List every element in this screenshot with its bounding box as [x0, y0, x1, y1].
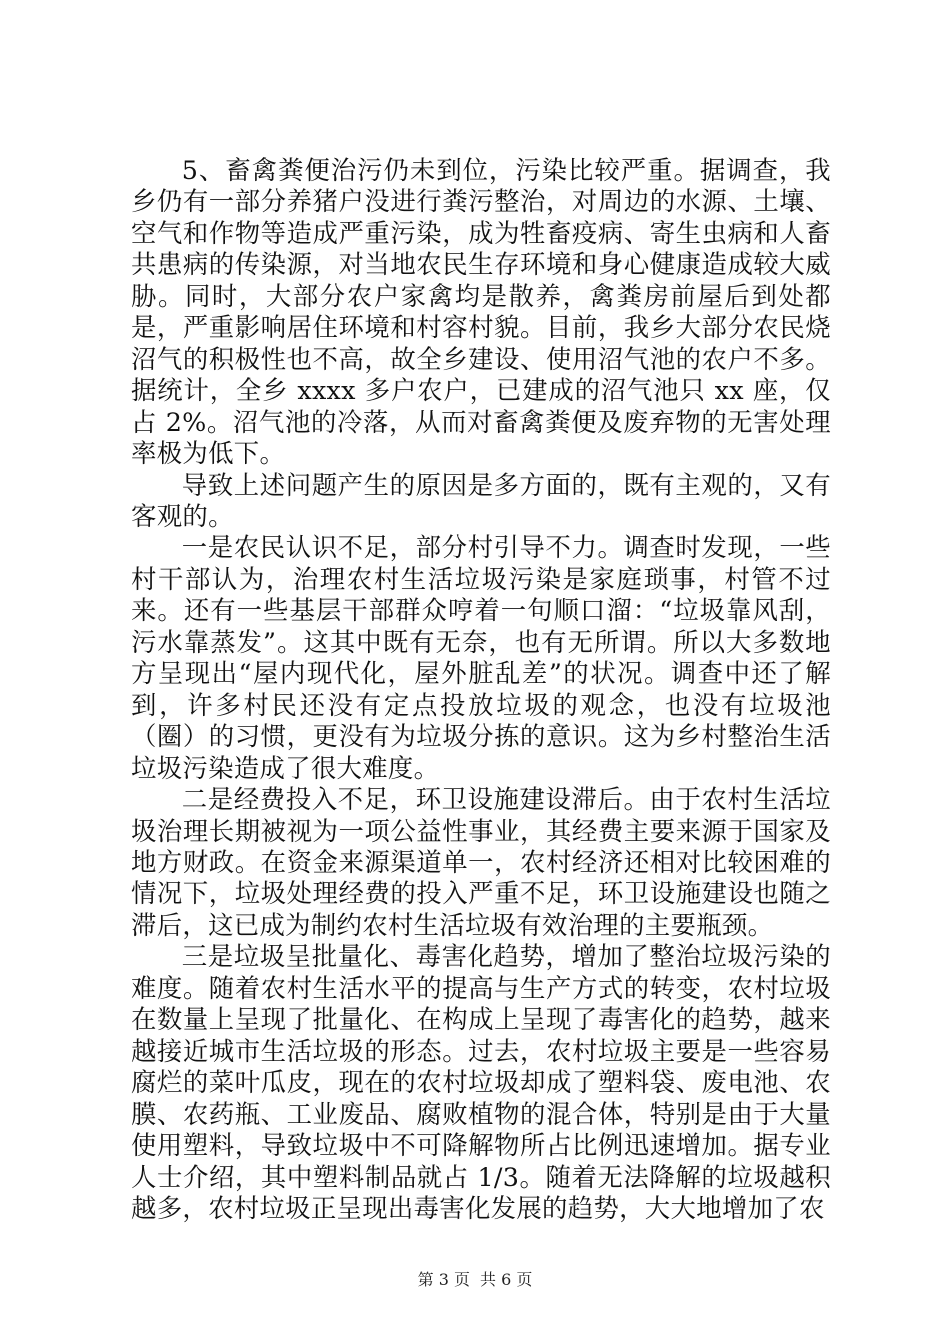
page-total: 共 6 页: [480, 1270, 533, 1289]
page-footer: [0, 1267, 950, 1290]
paragraph-livestock-pollution: 5、畜禽粪便治污仍未到位，污染比较严重。据调查，我乡仍有一部分养猪户没进行粪污整治，对周边的水源、土壤、空气和作物等造成严重污染，成为牲畜疫病、寄生虫病和人畜共患病的传染源，对当地农民生存环境和身心健康造成较大威胁。同时，大部分农户家禽均是散养，禽粪房前屋后到处都是，严重影响居住环境和村容村貌。目前，我乡大部分农民烧沼气的积极性也不高，故全乡建设、使用沼气池的农户不多。据统计，全乡 xxxx 多户农户，已建成的沼气池只 xx 座，仅占 2%。沼气池的冷落，从而对畜禽粪便及废弃物的无害处理率极为低下。: [131, 155, 831, 469]
paragraph-cause-toxic-trend: 三是垃圾呈批量化、毒害化趋势，增加了整治垃圾污染的难度。随着农村生活水平的提高与生产方式的转变，农村垃圾在数量上呈现了批量化、在构成上呈现了毒害化的趋势，越来越接近城市生活垃圾的形态。过去，农村垃圾主要是一些容易腐烂的菜叶瓜皮，现在的农村垃圾却成了塑料袋、废电池、农膜、农药瓶、工业废品、腐败植物的混合体，特别是由于大量使用塑料，导致垃圾中不可降解物所占比例迅速增加。据专业人士介绍，其中塑料制品就占 1/3。随着无法降解的垃圾越积越多，农村垃圾正呈现出毒害化发展的趋势，大大地增加了农: [131, 941, 831, 1223]
page-number: 第 3 页: [417, 1270, 470, 1289]
document-body: [131, 155, 831, 1224]
paragraph-cause-funding: 二是经费投入不足，环卫设施建设滞后。由于农村生活垃圾治理长期被视为一项公益性事业，其经费主要来源于国家及地方财政。在资金来源渠道单一，农村经济还相对比较困难的情况下，垃圾处理经费的投入严重不足，环卫设施建设也随之滞后，这已成为制约农村生活垃圾有效治理的主要瓶颈。: [131, 784, 831, 940]
paragraph-causes-intro: 导致上述问题产生的原因是多方面的，既有主观的，又有客观的。: [131, 469, 831, 531]
paragraph-cause-awareness: 一是农民认识不足，部分村引导不力。调查时发现，一些村干部认为，治理农村生活垃圾污染是家庭琐事，村管不过来。还有一些基层干部群众哼着一句顺口溜：“垃圾靠风刮，污水靠蒸发”。这其中既有无奈，也有无所谓。所以大多数地方呈现出“屋内现代化，屋外脏乱差”的状况。调查中还了解到，许多村民还没有定点投放垃圾的观念，也没有垃圾池（圈）的习惯，更没有为垃圾分拣的意识。这为乡村整治生活垃圾污染造成了很大难度。: [131, 532, 831, 783]
